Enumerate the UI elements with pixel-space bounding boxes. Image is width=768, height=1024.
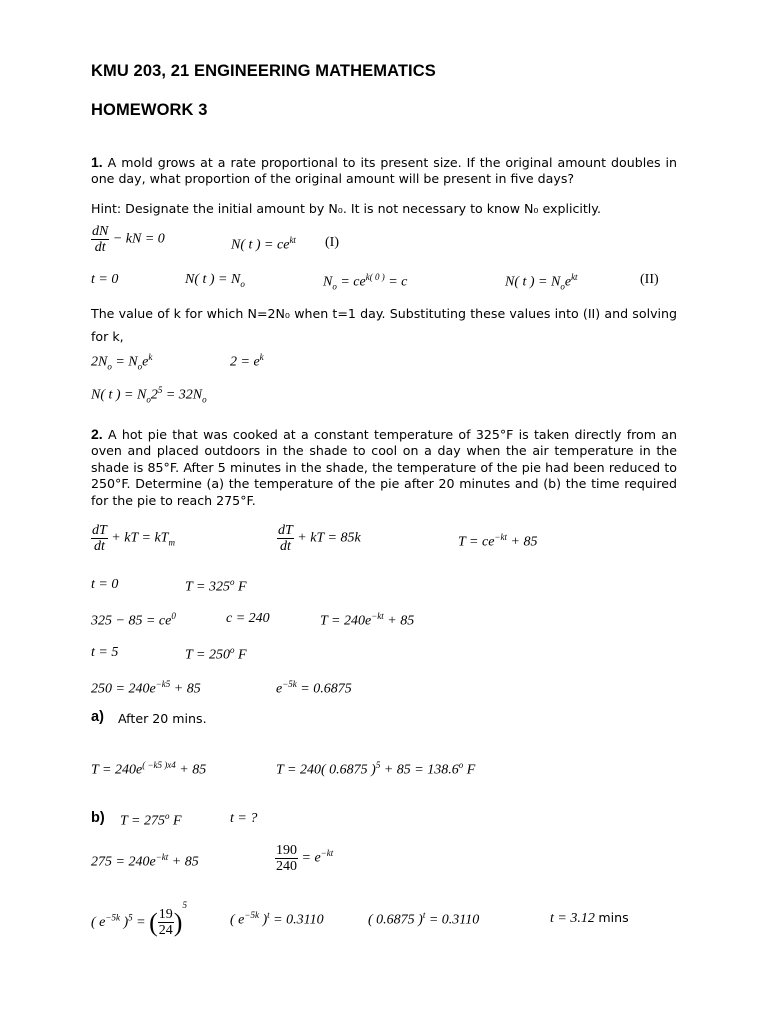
p2-constant-eq: $325 - 85 = ce^0$	[91, 611, 176, 629]
p2-substitution: $250 = 240e^{-k5} + 85$	[91, 679, 201, 697]
p2-initial-T: $T = 325^o$ F	[185, 577, 247, 595]
p1-initial-N: N( t ) = $N_o$	[185, 272, 245, 289]
p2-e5k: $e^{-5k} = 0.6875$	[276, 679, 352, 697]
course-title: KMU 203, 21 ENGINEERING MATHEMATICS	[91, 62, 436, 80]
p2-part-b-eq3: ( $e^{-5k}$ )$^t$ = 0.3110	[230, 910, 324, 928]
p1-initial-t: t = 0	[91, 272, 119, 287]
part-a-text: After 20 mins.	[118, 711, 207, 726]
p1-tag-I: (I)	[325, 235, 339, 250]
problem-2-number: 2.	[91, 426, 103, 442]
p1-doubling-eq: $2N_o = N_oe^k$	[91, 352, 153, 372]
problem-1-explanation: The value of k for which N=2N₀ when t=1 day. Substituting these values into (II) and solving for k,	[91, 306, 677, 344]
p1-result: N( t ) = $N_o2^5 = 32N_o$	[91, 385, 207, 405]
p2-part-b-T275: $T = 275^o$ F	[120, 811, 182, 829]
p2-c-value: c = 240	[226, 611, 270, 626]
problem-2-statement	[91, 426, 677, 509]
problem-1-number: 1.	[91, 154, 103, 170]
p1-particular-solution: N( t ) = $N_oe^{kt}$	[505, 272, 578, 292]
p2-part-a-eq1: $T = 240e^{( -k5 )x4} + 85$	[91, 760, 207, 778]
p2-T250: $T = 250^o$ F	[185, 645, 247, 663]
p2-initial-t: t = 0	[91, 577, 119, 592]
problem-2-text: A hot pie that was cooked at a constant temperature of 325°F is taken directly from an oven and placed outdoors in the shade to cool on a day when the air temperature in the shade is 85°F. After 5 minutes in the shade, the temperature of the pie had been reduced to 250°F. Determine (a) the temperature of the pie after 20 minutes and (b) the time required for the pie to reach 275°F.	[91, 427, 677, 508]
p2-t5: t = 5	[91, 645, 119, 660]
p1-tag-II: (II)	[640, 272, 659, 287]
p1-general-solution: N( t ) = $ce^{kt}$	[231, 235, 296, 253]
p1-constant-c: $N_o = ce^{k( 0 )} = c$	[323, 272, 408, 292]
p2-ode-substituted: $\frac{dT}{dt}$ + kT = 85k	[278, 523, 361, 554]
p1-ode: $\frac{dN}{dt}$ − kN = 0	[92, 224, 165, 255]
p2-ode: $\frac{dT}{dt}$ + kT = $kT_m$	[92, 523, 175, 554]
p2-part-b-t-unknown: t = ?	[230, 811, 258, 826]
p2-part-a-eq2: T = 240( 0.6875 )$^5 + 85 = 138.6^o$ F	[276, 760, 476, 778]
part-b-label: b)	[91, 810, 105, 826]
problem-1-hint: Hint: Designate the initial amount by N₀. It is not necessary to know N₀ explicitly.	[91, 201, 601, 216]
p2-particular-solution: $T = 240e^{-kt} + 85$	[320, 611, 415, 629]
p2-general-solution: $T = ce^{-kt} + 85$	[458, 532, 538, 550]
problem-1-text: A mold grows at a rate proportional to its present size. If the original amount doubles in one day, what proportion of the original amount will be present in five days?	[91, 155, 677, 187]
part-a-label: a)	[91, 709, 104, 725]
p2-part-b-fraction-eq: $\frac{190}{240}$ = $e^{-kt}$	[276, 843, 334, 874]
homework-title: HOMEWORK 3	[91, 101, 208, 119]
p2-part-b-eq2: ( $e^{-5k}$ )$^5$ = ( $\frac{19}{24}$ )$^5$	[91, 900, 187, 939]
p2-part-b-eq1: $275 = 240e^{-kt} + 85$	[91, 852, 199, 870]
p1-ek-eq: $2 = e^k$	[230, 352, 264, 370]
p2-part-b-eq4: ( 0.6875 )$^t$ = 0.3110	[368, 910, 480, 928]
p2-part-b-answer: t = 3.12 mins	[550, 910, 629, 926]
problem-1-statement	[91, 154, 677, 188]
p1-ode-fraction: $\frac{dN}{dt}$	[92, 224, 109, 255]
